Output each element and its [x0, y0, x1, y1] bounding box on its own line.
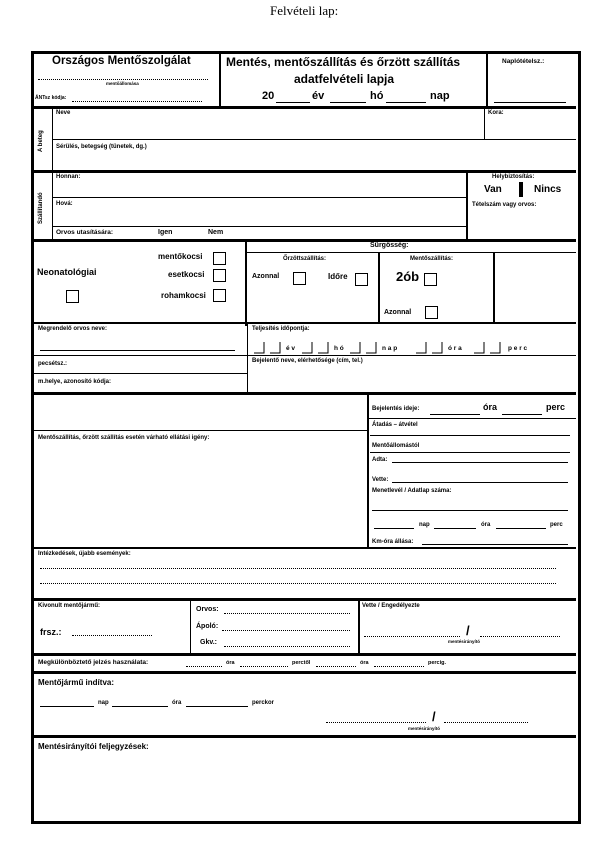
date-ev: év	[312, 90, 325, 102]
pecsetsz-label: pecsétsz.:	[38, 361, 68, 367]
kivonult-label: Kivonult mentőjármű:	[38, 603, 101, 609]
form-title-line1: Mentés, mentőszállítás és őrzött szállítás	[226, 55, 461, 69]
mentokocsi-label: mentőkocsi	[158, 252, 203, 261]
teljesites-perc: p e r c	[508, 345, 528, 352]
teljesites-label: Teljesítés időpontja:	[252, 326, 310, 332]
feljegyzesek-label: Mentésirányítói feljegyzések:	[38, 742, 149, 751]
bejelentes-ideje-label: Bejelentés ideje:	[372, 406, 420, 412]
helybiztositas-label: Helybiztosítás:	[492, 174, 535, 180]
megrendelo-orvos-label: Megrendelő orvos neve:	[38, 326, 108, 332]
frsz-label: frsz.:	[40, 627, 62, 637]
org-name: Országos Mentőszolgálat	[52, 55, 191, 67]
bejelento-label: Bejelentő neve, elérhetősége (cím, tel.)	[252, 358, 363, 364]
honnan-label: Honnan:	[56, 174, 81, 180]
ketorab-checkbox[interactable]	[424, 273, 437, 286]
inditva-perckor: perckor	[252, 700, 275, 706]
mentoszallitas-label: Mentőszállítás:	[410, 256, 454, 262]
megkulonbozteto-percig: percig.	[428, 660, 447, 666]
esetkocsi-label: esetkocsi	[168, 270, 205, 279]
gkv-label: Gkv.:	[200, 639, 217, 646]
rohamkocsi-checkbox[interactable]	[213, 289, 226, 302]
mento-azonnal-label: Azonnal	[384, 309, 412, 316]
neve-label: Neve	[56, 110, 71, 116]
page-title: Felvételi lap:	[270, 3, 339, 18]
mhelye-label: m.helye, azonosító kódja:	[38, 379, 112, 385]
neonatologiai-checkbox[interactable]	[66, 290, 79, 303]
esetkocsi-checkbox[interactable]	[213, 269, 226, 282]
serules-label: Sérülés, betegség (tünetek, dg.)	[56, 144, 147, 150]
rohamkocsi-label: rohamkocsi	[161, 291, 206, 300]
date-ho: hó	[370, 90, 384, 102]
form-title-line2: adatfelvételi lapja	[294, 72, 395, 86]
kivonult-mentesiranyito: mentésirányító	[448, 639, 481, 644]
mento-azonnal-checkbox[interactable]	[425, 306, 438, 319]
orvos-label: Orvos:	[196, 606, 219, 613]
kivonult-vette-label: Vette / Engedélyezte	[362, 603, 420, 609]
mentoallomastol-label: Mentőállomástól	[372, 443, 420, 449]
intezkedesek-label: Intézkedések, újabb események:	[38, 551, 131, 557]
szallitando-section-label: Szállítandó	[38, 192, 44, 224]
igen-option[interactable]: Igen	[158, 229, 173, 236]
hova-label: Hová:	[56, 201, 73, 207]
antsz-label: ÁNTsz kódja:	[35, 95, 67, 101]
naplotetelsz-label: Naplótételsz.:	[502, 58, 545, 65]
mentokocsi-checkbox[interactable]	[213, 252, 226, 265]
date-nap: nap	[430, 90, 450, 102]
atadas-perc: perc	[550, 522, 563, 528]
teljesites-ora: ó r a	[448, 345, 462, 352]
orzott-azonnal-checkbox[interactable]	[293, 272, 306, 285]
teljesites-nap: n a p	[382, 345, 398, 352]
vette-label: Vette:	[372, 477, 389, 483]
inditva-slash: /	[432, 709, 436, 724]
kora-label: Kora:	[488, 110, 504, 116]
inditva-nap: nap	[98, 700, 109, 706]
nem-option[interactable]: Nem	[208, 229, 224, 236]
megkulonbozteto-ora: óra	[226, 660, 235, 666]
teljesites-boxes[interactable]	[252, 336, 572, 354]
apolo-label: Ápoló:	[196, 623, 219, 630]
menetlevel-label: Menetlevél / Adatlap száma:	[372, 488, 452, 494]
surgosseg-label: Sürgősség:	[370, 242, 409, 249]
megkulonbozteto-ora2: óra	[360, 660, 369, 666]
inditva-ora: óra	[172, 700, 182, 706]
date-prefix: 20	[262, 90, 275, 102]
atadas-label: Átadás – átvétel	[372, 422, 418, 428]
tetelszam-label: Tételszám vagy orvos:	[472, 202, 537, 208]
van-nincs-divider	[519, 182, 523, 197]
ketorab-label: 2ób	[396, 269, 420, 284]
megkulonbozteto-perctol: perctől	[292, 660, 311, 666]
inditva-label: Mentőjármű indítva:	[38, 678, 115, 687]
orzott-szallitas-label: Őrzöttszállítás:	[283, 256, 327, 262]
orvos-utasitasara-label: Orvos utasítására:	[56, 229, 114, 236]
teljesites-ev: é v	[286, 345, 296, 352]
orzott-idore-checkbox[interactable]	[355, 273, 368, 286]
megkulonbozteto-label: Megkülönböztető jelzés használata:	[38, 659, 149, 666]
orzott-idore-label: Időre	[328, 272, 348, 281]
station-label: mentőállomása	[106, 81, 139, 86]
teljesites-ho: h ó	[334, 345, 344, 352]
adta-label: Adta:	[372, 457, 388, 463]
bejelentes-perc: perc	[546, 402, 566, 412]
beteg-section-label: A beteg	[38, 130, 44, 152]
bejelentes-ora: óra	[483, 402, 498, 412]
van-option[interactable]: Van	[484, 184, 502, 195]
ellatasi-igeny-label: Mentőszállítás, őrzött szállítás esetén várható ellátási igény:	[38, 435, 210, 441]
nincs-option[interactable]: Nincs	[534, 184, 562, 195]
neonatologiai-label: Neonatológiai	[37, 267, 97, 277]
kivonult-slash: /	[466, 623, 470, 638]
km-ora-label: Km-óra állása:	[372, 539, 414, 545]
orzott-azonnal-label: Azonnal	[252, 273, 280, 280]
inditva-mentesiranyito: mentésirányító	[408, 726, 441, 731]
atadas-nap: nap	[419, 522, 430, 528]
atadas-ora: óra	[481, 522, 491, 528]
